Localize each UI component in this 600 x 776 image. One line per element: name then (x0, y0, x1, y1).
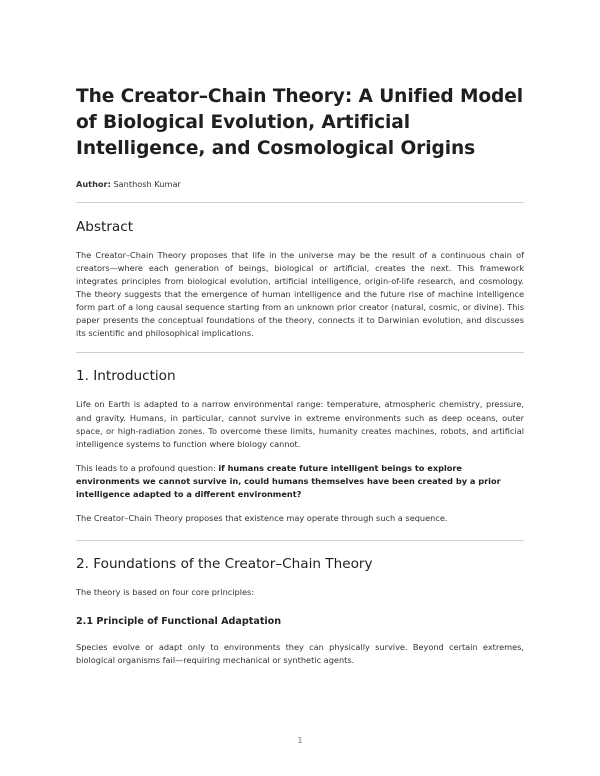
abstract-heading: Abstract (76, 218, 134, 235)
introduction-question-paragraph (76, 462, 524, 501)
paper-title: The Creator–Chain Theory: A Unified Model of Biological Evolution, Artificial Intelligence, and Cosmological Origins (76, 86, 524, 160)
foundations-heading: 2. Foundations of the Creator–Chain Theory (76, 556, 373, 573)
introduction-heading: 1. Introduction (76, 368, 176, 385)
page-content (76, 84, 524, 667)
divider (76, 540, 524, 541)
author-line (76, 179, 524, 189)
introduction-paragraph: Life on Earth is adapted to a narrow environmental range: temperature, atmospheric chemistry, pressure, and gravity. Humans, in particular, cannot survive in extreme environments such as deep oceans, outer space, or high-radiation zones. To overcome these limits, humanity creates machines, robots, and artificial intelligence systems to function where biology cannot. (76, 399, 524, 449)
subsection-heading: 2.1 Principle of Functional Adaptation (76, 615, 282, 627)
question-lead: This leads to a profound question: (76, 462, 219, 473)
foundations-intro: The theory is based on four core principles: (76, 587, 255, 598)
question-bold: if humans create future intelligent beings to explore environments we cannot survive in, could humans themselves have been created by a prior intelligence adapted to a different environment? (76, 462, 501, 500)
subsection-paragraph: Species evolve or adapt only to environments they can physically survive. Beyond certain extremes, biological organisms fail—requiring mechanical or synthetic agents. (76, 641, 524, 665)
author-name: Santhosh Kumar (113, 178, 181, 189)
author-label: Author: (76, 178, 111, 189)
introduction-summary: The Creator–Chain Theory proposes that existence may operate through such a sequence. (76, 513, 448, 524)
page-number: 1 (297, 735, 303, 745)
divider (76, 352, 524, 353)
abstract-text: The Creator–Chain Theory proposes that life in the universe may be the result of a continuous chain of creators—where each generation of beings, biological or artificial, creates the next. This framework integrates principles from biological evolution, artificial intelligence, origin-of-life research, and cosmology. The theory suggests that the emergence of human intelligence and the future rise of machine intelligence form part of a long causal sequence starting from an unknown prior creator (natural, cosmic, or divine). This paper presents the conceptual foundations of the theory, connects it to Darwinian evolution, and discusses its scientific and philosophical implications. (76, 249, 524, 339)
divider (76, 202, 524, 203)
